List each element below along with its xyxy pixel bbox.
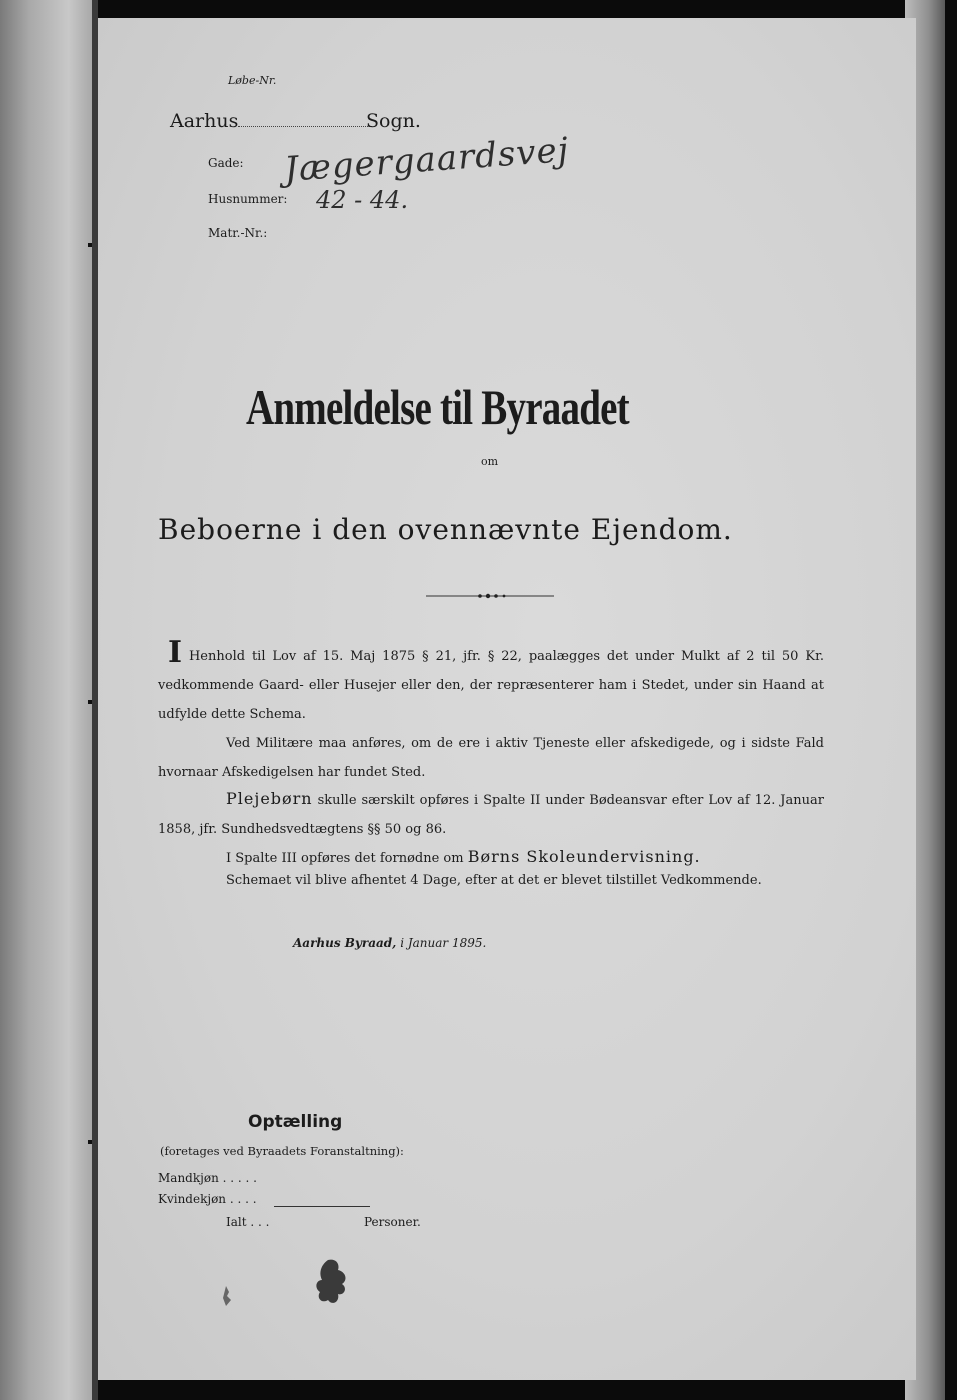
pencil-smudge xyxy=(220,1286,234,1306)
census-heading: Optælling xyxy=(248,1112,343,1132)
page-title: Anmeldelse til Byraadet xyxy=(246,379,629,435)
husnummer-handwritten-value: 42 - 44. xyxy=(316,186,409,214)
ialt-label: Ialt . . . xyxy=(226,1215,270,1229)
sogn-label: Sogn. xyxy=(366,110,421,132)
paragraph-foster-children: Plejebørn skulle særskilt opføres i Spalte II under Bødeansvar efter Lov af 12. Januar 1858, jfr. Sundhedsvedtægtens §§ 50 og 86. xyxy=(158,789,824,837)
census-note: (foretages ved Byraadets Foranstaltning): xyxy=(160,1144,404,1158)
husnummer-label: Husnummer: xyxy=(208,192,288,206)
margin-mark xyxy=(88,243,92,247)
paragraph-law: I Henhold til Lov af 15. Maj 1875 § 21, jfr. § 22, paalægges det under Mulkt af 2 til 50 Kr. vedkommende Gaard- eller Husejer eller den, der repræsenterer ham i Stedet, under sin Haand at udfylde dette Schema. xyxy=(158,635,824,722)
lobe-nr-label: Løbe-Nr. xyxy=(228,74,277,87)
signature-line: Aarhus Byraad, i Januar 1895. xyxy=(293,936,487,950)
ornament-divider xyxy=(426,591,554,601)
matr-nr-label: Matr.-Nr.: xyxy=(208,226,268,240)
paragraph-military: Ved Militære maa anføres, om de ere i aktiv Tjeneste eller afskedigede, og i sidste Fald hvornaar Afskedigelsen har fundet Sted. xyxy=(158,736,824,780)
gade-label: Gade: xyxy=(208,156,244,170)
kvindekjon-label: Kvindekjøn . . . . xyxy=(158,1192,257,1206)
city-label: Aarhus xyxy=(170,110,372,132)
left-facing-page xyxy=(0,0,98,1400)
sum-rule xyxy=(274,1206,370,1207)
margin-mark xyxy=(88,700,92,704)
paragraph-collection: Schemaet vil blive afhentet 4 Dage, efter at det er blevet tilstillet Vedkommende. xyxy=(226,873,762,888)
document-page xyxy=(98,18,916,1380)
personer-label: Personer. xyxy=(364,1215,421,1229)
title-connector: om xyxy=(481,455,499,468)
gade-handwritten-value: Jægergaardsvej xyxy=(282,130,571,190)
paragraph-schooling: I Spalte III opføres det fornødne om Børns Skoleundervisning. xyxy=(226,847,701,866)
ink-blot xyxy=(314,1258,352,1306)
mandkjon-label: Mandkjøn . . . . . xyxy=(158,1171,257,1185)
margin-mark xyxy=(88,1140,92,1144)
page-subtitle: Beboerne i den ovennævnte Ejendom. xyxy=(158,513,733,546)
drop-initial: I xyxy=(168,635,183,670)
